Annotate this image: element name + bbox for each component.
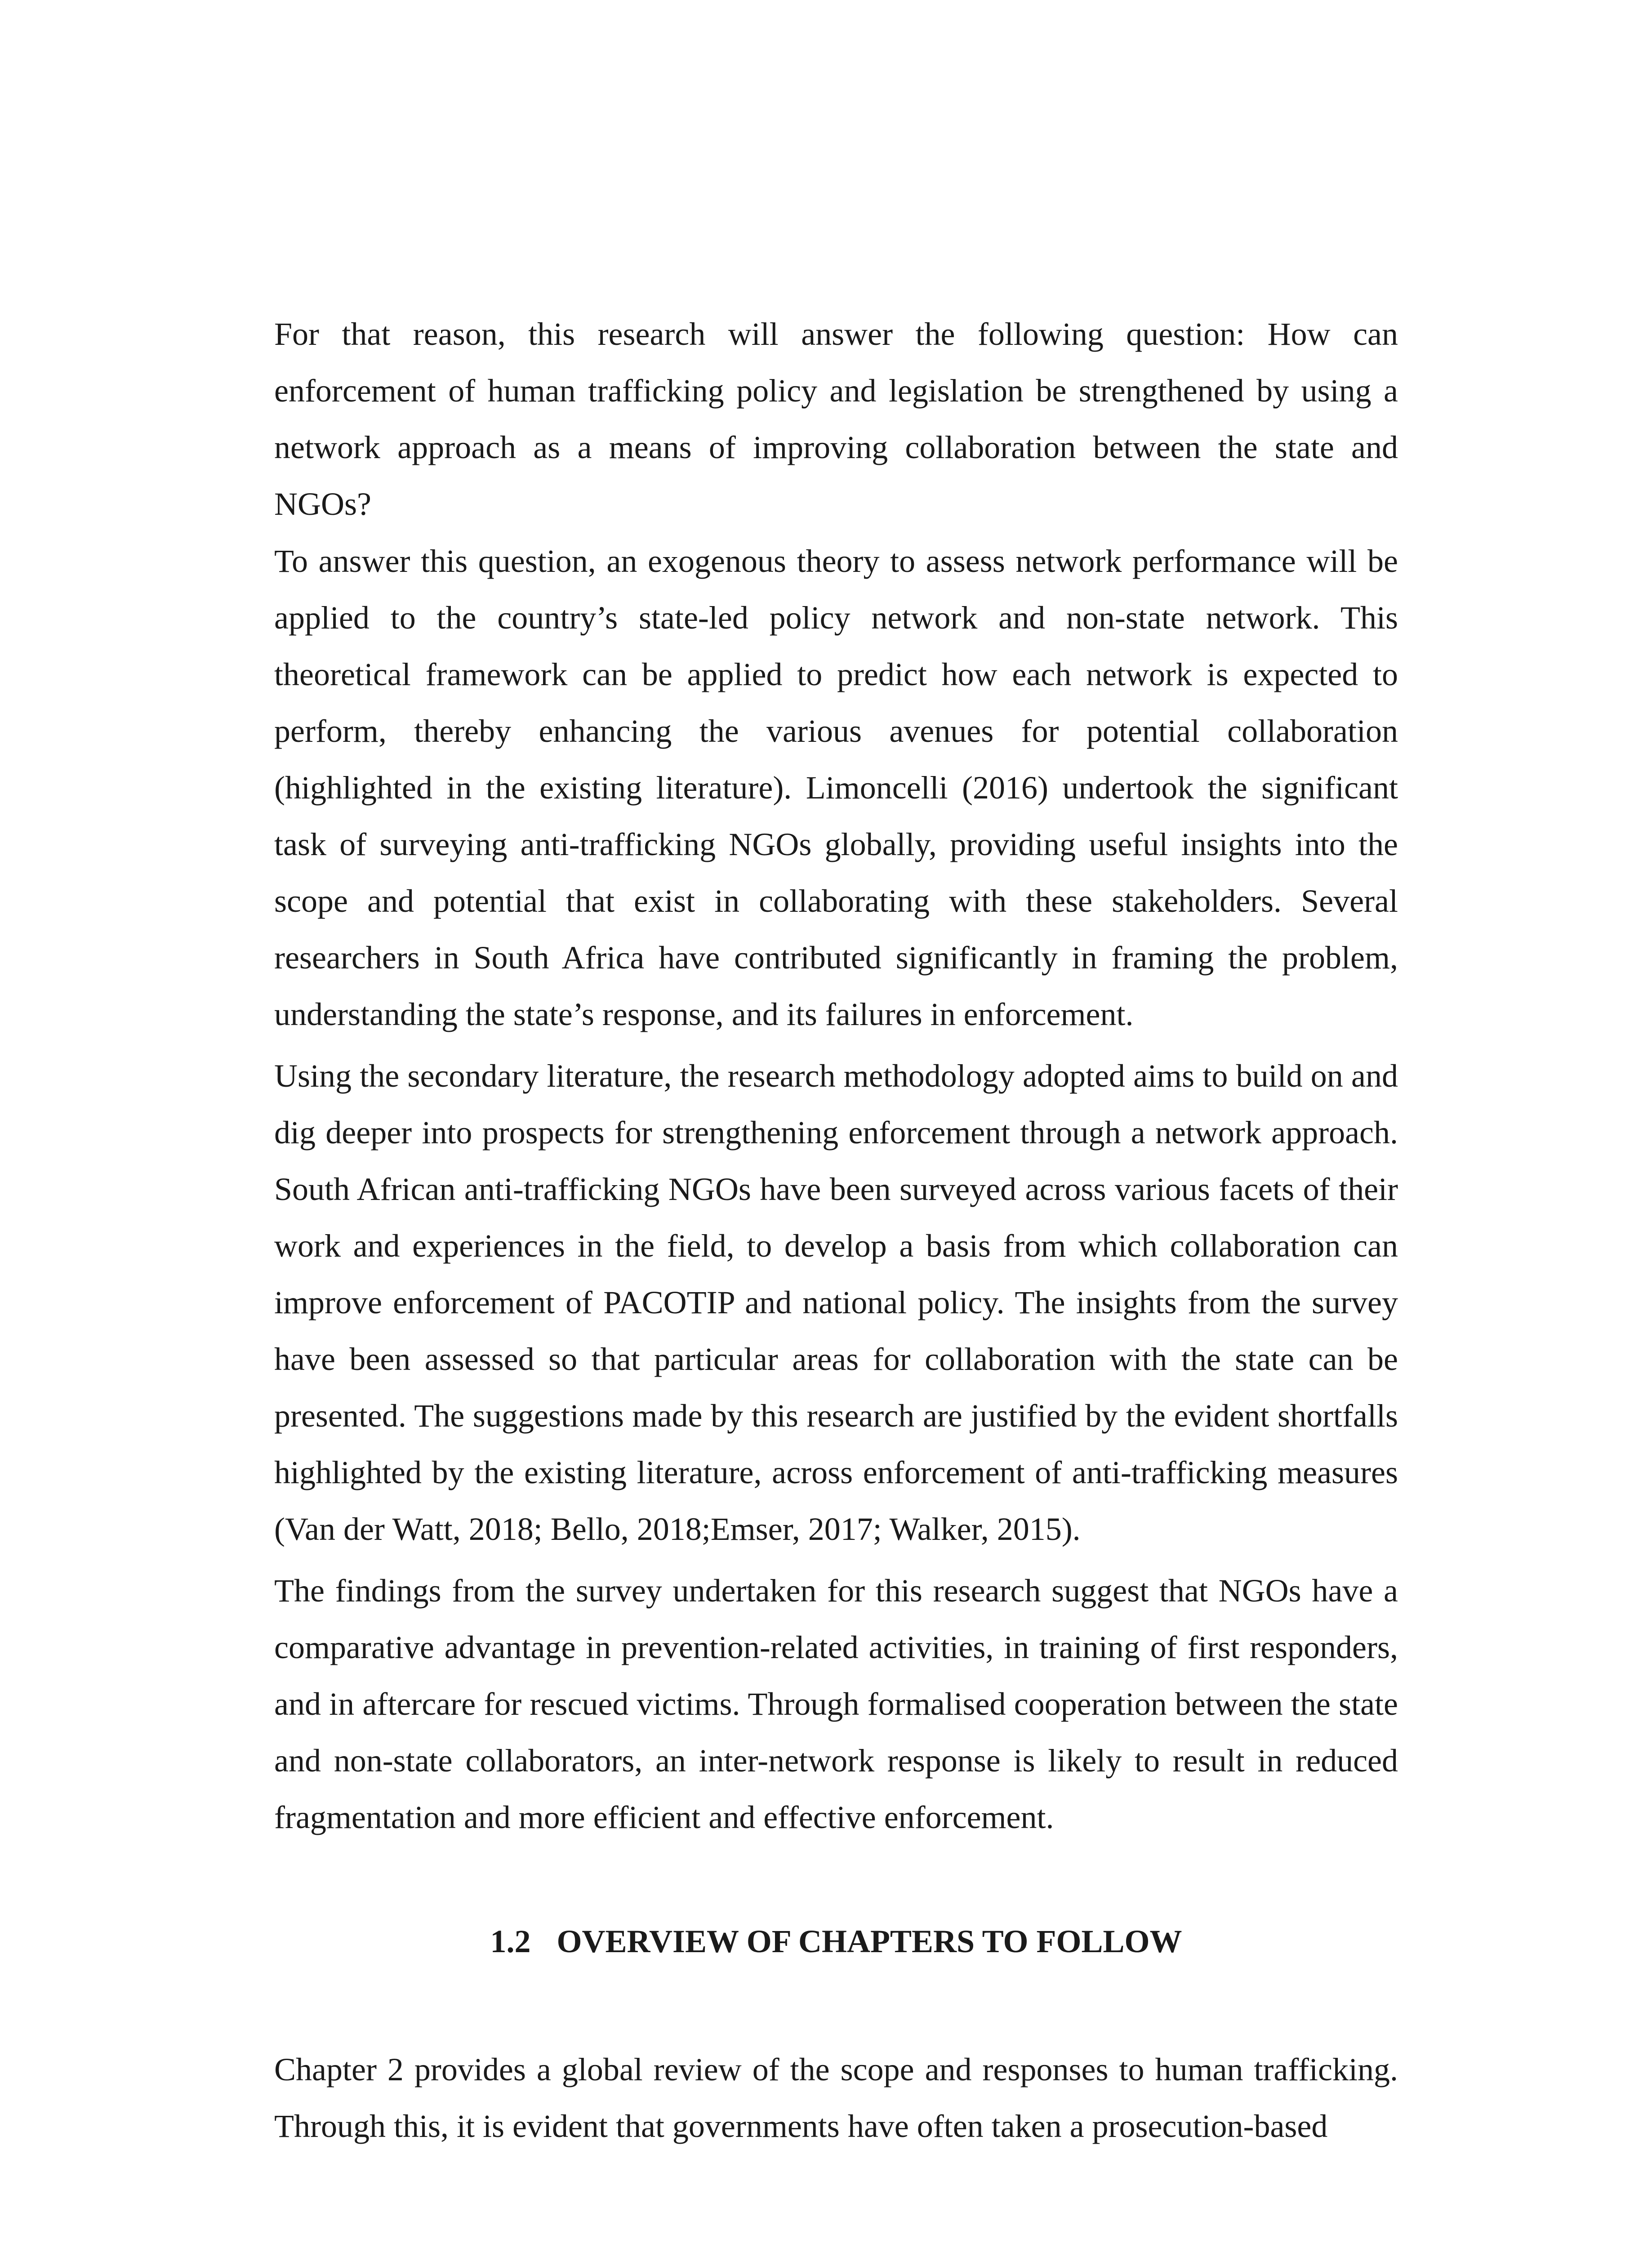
paragraph-chapter-overview: Chapter 2 provides a global review of the scope and responses to human trafficking. Through this, it is evident that governments have often taken a prosecution-based [274, 2052, 1398, 2144]
paragraph-research-question: For that reason, this research will answer the following question: How can enforcement of human trafficking policy and legislation be strengthened by using a network approach as a means of improving collaboration between the state and NGOs? [274, 316, 1398, 522]
paragraph-theoretical-framework: To answer this question, an exogenous theory to assess network performance will be applied to the country’s state-led policy network and non-state network. This theoretical framework can be applied to predict how each network is expected to perform, thereby enhancing the various avenues for potential collaboration (highlighted in the existing literature). Limoncelli (2016) undertook the significant task of surveying anti-trafficking NGOs globally, providing useful insights into the scope and potential that exist in collaborating with these stakeholders. Several researchers in South Africa have contributed significantly in framing the problem, understanding the state’s response, and its failures in enforcement. [274, 543, 1398, 1032]
section-heading [274, 1913, 1398, 1970]
paragraph-methodology: Using the secondary literature, the research methodology adopted aims to build on and dig deeper into prospects for strengthening enforcement through a network approach. South African anti-trafficking NGOs have been surveyed across various facets of their work and experiences in the field, to develop a basis from which collaboration can improve enforcement of PACOTIP and national policy. The insights from the survey have been assessed so that particular areas for collaboration with the state can be presented. The suggestions made by this research are justified by the evident shortfalls highlighted by the existing literature, across enforcement of anti-trafficking measures (Van der Watt, 2018; Bello, 2018;Emser, 2017; Walker, 2015). [274, 1058, 1398, 1547]
section-title: OVERVIEW OF CHAPTERS TO FOLLOW [557, 1923, 1182, 1959]
section-number: 1.2 [490, 1923, 531, 1959]
paragraph-findings: The findings from the survey undertaken for this research suggest that NGOs have a comparative advantage in prevention-related activities, in training of first responders, and in aftercare for rescued victims. Through formalised cooperation between the state and non-state collaborators, an inter-network response is likely to result in reduced fragmentation and more efficient and effective enforcement. [274, 1573, 1398, 1835]
